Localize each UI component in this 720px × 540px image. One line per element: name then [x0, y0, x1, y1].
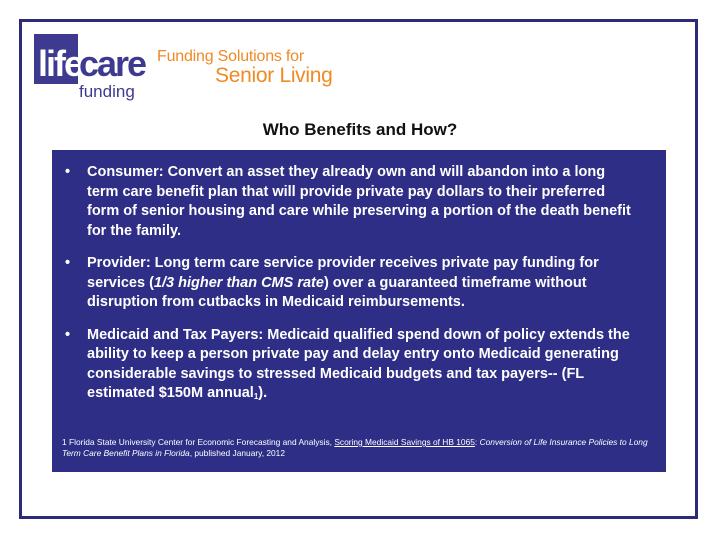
footnote-suffix: , published January, 2012	[189, 448, 285, 458]
footnote-mid: :	[474, 437, 480, 447]
slide-title: Who Benefits and How?	[262, 120, 458, 139]
footnote-prefix: 1 Florida State University Center for Economic Forecasting and Analysis,	[62, 437, 335, 447]
bullet-dot: •	[65, 164, 71, 180]
logo-funding-text: funding	[79, 82, 135, 101]
lifecare-logo	[34, 34, 154, 104]
bullet-medicaid	[65, 326, 640, 405]
footnote-link[interactable]: Scoring Medicaid Savings of HB 1065	[334, 437, 475, 447]
bullet-dot: •	[65, 255, 71, 271]
tagline-line-2: Senior Living	[215, 64, 333, 87]
bullet-provider	[65, 254, 640, 313]
bullet-provider-rate: 1/3 higher than CMS rate	[153, 274, 324, 291]
bullet-medicaid-text-start: Medicaid and Tax Payers: Medicaid qualified spend down of policy extends the ability to keep a person private pay and delay entry onto Medicaid generating considerable savings to stressed Medicaid budgets and tax payers-- (FL estimated $150M annual	[87, 326, 630, 401]
footnote-title: Conversion of Life Insurance Policies to Long Term Care Benefit Plans in Florida	[62, 437, 648, 458]
bullet-medicaid-text-end: ).	[258, 385, 268, 401]
footnote-marker: 1	[253, 392, 259, 401]
logo-life-text: life	[38, 43, 83, 84]
footnote	[62, 437, 652, 459]
bullet-consumer-text: Consumer: Convert an asset they already own and will abandon into a long term care benefit plan that will provide private pay dollars to their preferred form of senior housing and care while preserving a portion of the death benefit for the family.	[87, 164, 631, 239]
bullet-consumer	[65, 163, 640, 241]
tagline-line-1: Funding Solutions for	[157, 48, 305, 65]
bullet-provider-text-start: Provider: Long term care service provider receives private pay funding for services (	[87, 255, 599, 291]
logo-care-text: care	[79, 43, 146, 84]
bullet-dot: •	[65, 326, 71, 343]
bullet-provider-text-end: ) over a guaranteed timeframe without disruption from cutbacks in Medicaid reimbursements.	[87, 274, 587, 310]
content-panel	[52, 150, 666, 472]
